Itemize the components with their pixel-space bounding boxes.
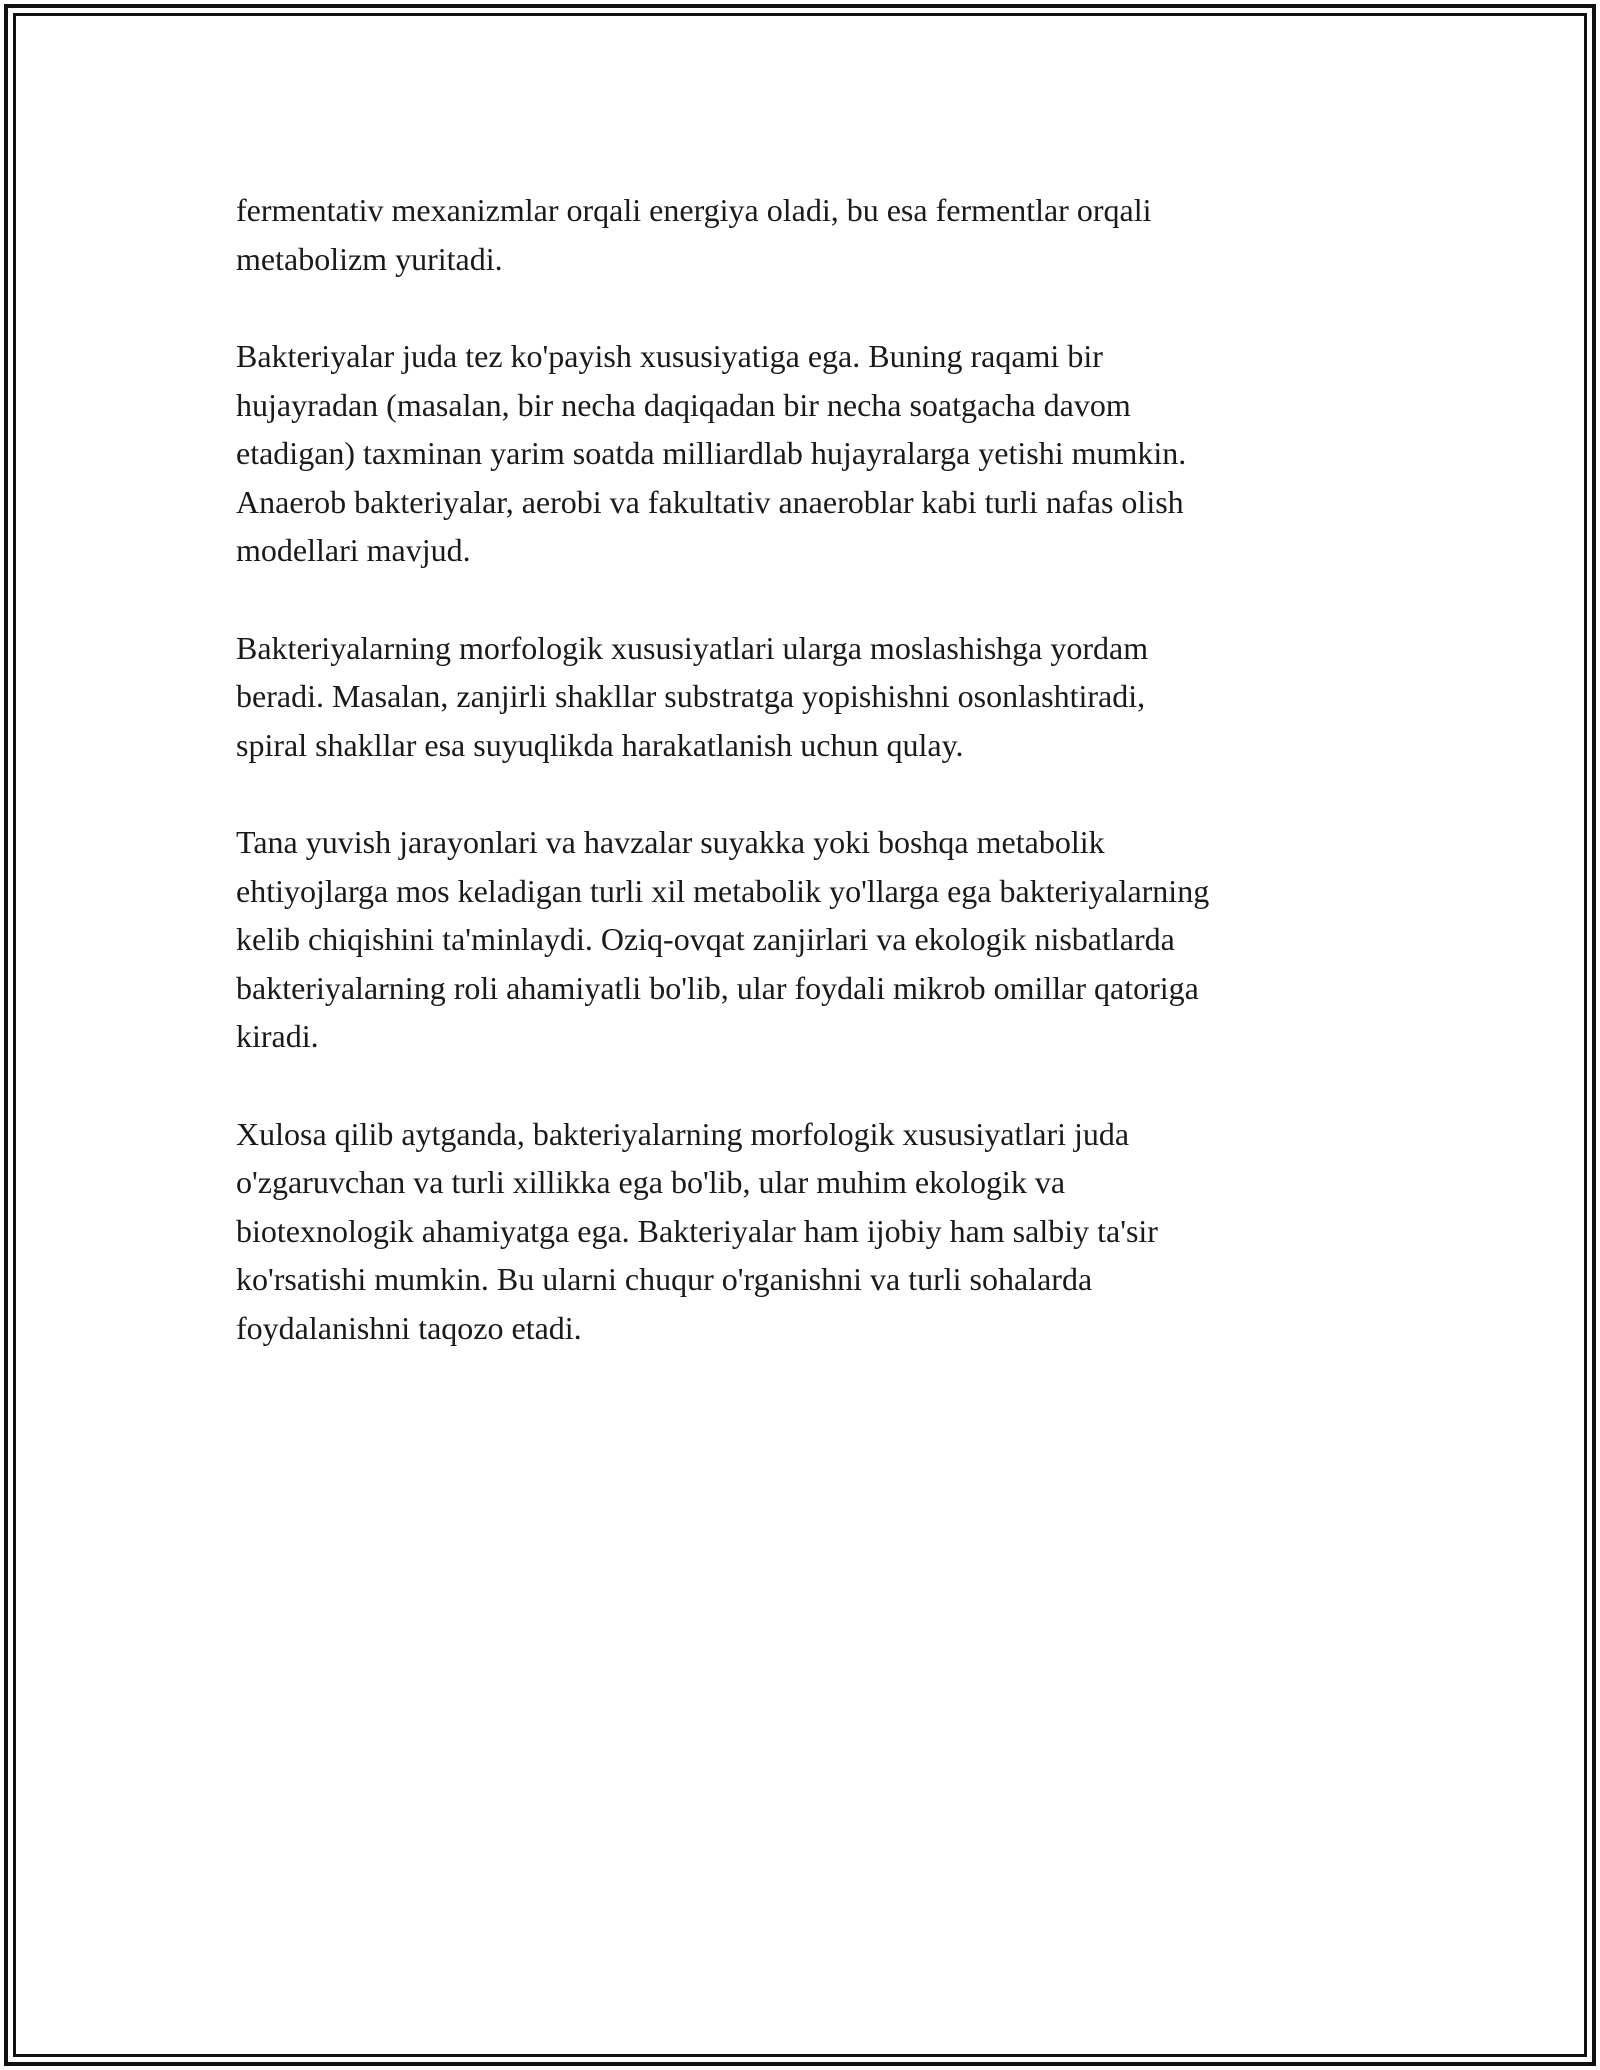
paragraph-3: Bakteriyalarning morfologik xususiyatlari ularga moslashishga yordam beradi. Masalan, zanjirli shakllar substratga yopishishni osonlashtiradi, spiral shakllar esa suyuqlikda harakatlanish uchun qulay. <box>236 629 1149 763</box>
document-body <box>236 186 1376 1401</box>
paragraph-2: Bakteriyalar juda tez ko'payish xususiyatiga ega. Buning raqami bir hujayradan (masalan, bir necha daqiqadan bir necha soatgacha davom etadigan) taxminan yarim soatda milliardlab hujayralarga yetishi mumkin. Anaerob bakteriyalar, aerobi va fakultativ anaeroblar kabi turli nafas olish modellari mavjud. <box>236 338 1187 568</box>
paragraph-4: Tana yuvish jarayonlari va havzalar suyakka yoki boshqa metabolik ehtiyojlarga mos keladigan turli xil metabolik yo'llarga ega bakteriyalarning kelib chiqishini ta'minlaydi. Oziq-ovqat zanjirlari va ekologik nisbatlarda bakteriyalarning roli ahamiyatli bo'lib, ular foydali mikrob omillar qatoriga kiradi. <box>236 824 1210 1054</box>
paragraph-5: Xulosa qilib aytganda, bakteriyalarning morfologik xususiyatlari juda o'zgaruvchan va turli xillikka ega bo'lib, ular muhim ekologik va biotexnologik ahamiyatga ega. Bakteriyalar ham ijobiy ham salbiy ta'sir ko'rsatishi mumkin. Bu ularni chuqur o'rganishni va turli sohalarda foydalanishni taqozo etadi. <box>236 1115 1158 1346</box>
paragraph-1: fermentativ mexanizmlar orqali energiya oladi, bu esa fermentlar orqali metabolizm yuritadi. <box>236 192 1152 277</box>
